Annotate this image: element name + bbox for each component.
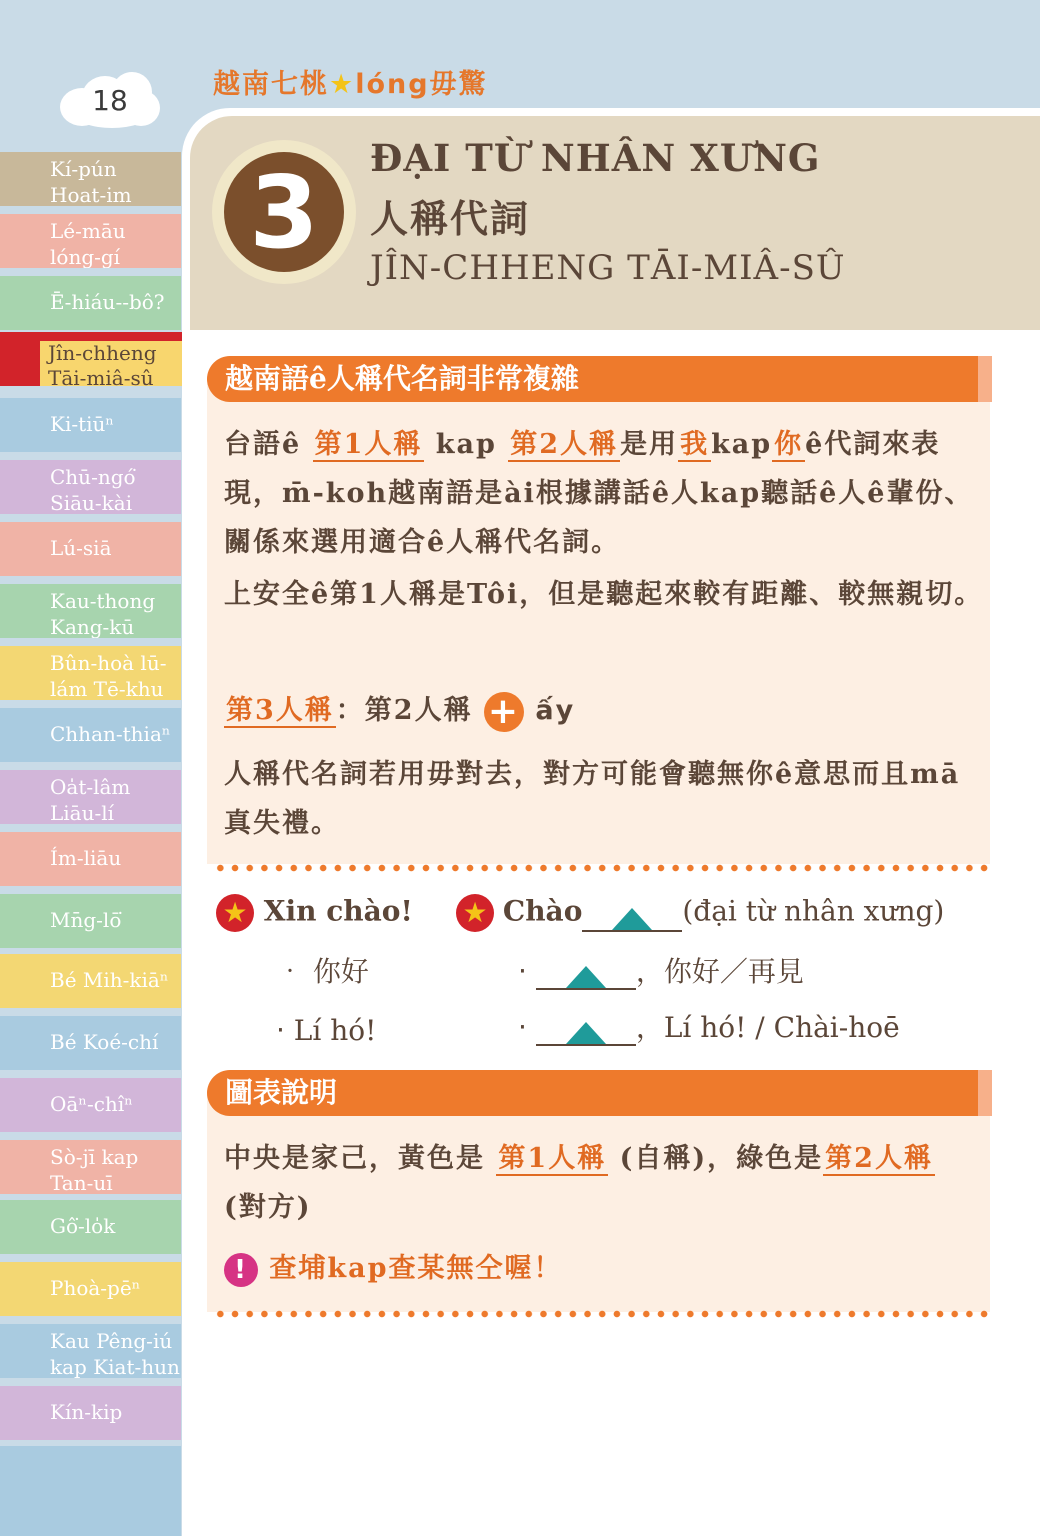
sidebar-tab-label: Kau-thong xyxy=(50,589,156,613)
sidebar-tab[interactable] xyxy=(0,522,181,576)
triangle-icon xyxy=(566,1022,606,1044)
sidebar-tab-label: Kí-pún xyxy=(50,157,117,181)
chapter-number-badge xyxy=(212,140,356,284)
chapter-sidebar xyxy=(0,0,190,1536)
sidebar-tab[interactable] xyxy=(0,1200,181,1254)
triangle-icon xyxy=(566,966,606,988)
sidebar-tab-label: Bé Mih-kiāⁿ xyxy=(50,968,169,992)
sidebar-tab[interactable] xyxy=(0,1140,181,1194)
sidebar-tab-label: Kín-kip xyxy=(50,1400,123,1424)
sidebar-tab[interactable] xyxy=(0,708,181,762)
sidebar-tab-label: Tāi-miâ-sû xyxy=(48,366,154,386)
sidebar-tab[interactable] xyxy=(0,152,181,206)
sidebar-tab-label: Kau Pêng-iú xyxy=(50,1329,173,1353)
sidebar-tab-label: Siāu-kài xyxy=(50,491,133,514)
chapter-title-tl: JÎN-CHHENG TĀI-MIÂ-SÛ xyxy=(370,248,846,288)
sidebar-tab[interactable] xyxy=(0,584,181,638)
dotted-divider xyxy=(213,1310,993,1318)
sidebar-tab[interactable] xyxy=(0,1324,181,1378)
sidebar-tab-label: Chhan-thiaⁿ xyxy=(50,722,171,746)
sidebar-tab[interactable] xyxy=(0,1078,181,1132)
sidebar-tab[interactable] xyxy=(0,332,188,386)
sidebar-tab[interactable] xyxy=(0,460,181,514)
example-right-line1: ‧ ，你好／再見 xyxy=(518,955,804,988)
chapter-number: 3 xyxy=(224,152,344,272)
sidebar-tab[interactable] xyxy=(0,646,181,700)
dotted-divider xyxy=(213,864,993,872)
sidebar-tab-label: Bûn-hoà lū- xyxy=(50,651,167,675)
sidebar-tab-label: Lé-māu xyxy=(50,219,126,243)
pronoun-blank xyxy=(582,900,682,932)
sidebar-tab-label: Kang-kū xyxy=(50,615,135,638)
sidebar-tab-label: Sò-jī kap xyxy=(50,1145,139,1169)
sidebar-tab[interactable] xyxy=(0,398,181,452)
sidebar-tab-label: Ki-tiūⁿ xyxy=(50,412,115,436)
sidebar-tab-label: Ím-liāu xyxy=(50,846,122,870)
sidebar-tab[interactable] xyxy=(0,1262,181,1316)
section1-paragraph3: 人稱代名詞若用毋對去，對方可能會聽無你ê意思而且mā真失禮。 xyxy=(224,759,961,839)
pronoun-blank xyxy=(536,1014,636,1046)
example-right-title: ★ Chào (đại từ nhân xưng) xyxy=(456,894,944,932)
chapter-title-vi: ĐẠI TỪ NHÂN XƯNG xyxy=(370,136,821,180)
sidebar-tab-label: Ē-hiáu--bô? xyxy=(50,290,165,314)
page-number: 18 xyxy=(92,84,128,117)
chapter-title-zh: 人稱代詞 xyxy=(370,196,531,241)
sidebar-filler xyxy=(0,1446,181,1536)
sidebar-tab-label: Chū-ngó͘ xyxy=(50,465,136,489)
sidebar-tab-label: kap Kiat-hun xyxy=(50,1355,180,1378)
third-person-formula: 第3人稱：第2人稱 + ấy xyxy=(226,690,576,732)
sidebar-tab-label: Mn̄g-lō͘ xyxy=(50,908,122,932)
sidebar-tab-label: Oa̍t-lâm xyxy=(50,775,131,799)
sidebar-tab-label: Tan-uī xyxy=(50,1171,113,1194)
sidebar-tab-label: Jîn-chheng xyxy=(48,341,157,365)
series-title: 越南七桃★lóng毋驚 xyxy=(213,69,488,100)
plus-icon: + xyxy=(484,692,524,732)
section1-heading: 越南語ê人稱代名詞非常複雜 xyxy=(207,356,992,402)
sidebar-tab[interactable] xyxy=(0,1016,181,1070)
sidebar-tab[interactable] xyxy=(0,770,181,824)
triangle-icon xyxy=(612,908,652,930)
example-left-title: ★ Xin chào! xyxy=(216,894,413,932)
pronoun-blank xyxy=(536,958,636,990)
sidebar-tab-label: Lú-siā xyxy=(50,536,112,560)
sidebar-tab[interactable] xyxy=(0,894,181,948)
sidebar-tab[interactable] xyxy=(0,832,181,886)
section2-paragraph: 中央是家己，黃色是 第1人稱 (自稱)，綠色是第2人稱 (對方) xyxy=(224,1143,933,1223)
page-number-cloud xyxy=(60,72,160,130)
sidebar-tab-label: Phoà-pēⁿ xyxy=(50,1276,141,1300)
section1-paragraph2: 上安全ê第1人稱是Tôi，但是聽起來較有距離、較無親切。 xyxy=(224,579,984,610)
exclamation-icon: ! xyxy=(224,1253,258,1287)
example-left-line2: ‧ Lí hó! xyxy=(276,1014,377,1047)
section2-heading: 圖表說明 xyxy=(207,1070,992,1116)
sidebar-tab-label: Bé Koé-chí xyxy=(50,1030,159,1054)
sidebar-tab[interactable] xyxy=(0,1386,181,1440)
sidebar-tab[interactable] xyxy=(0,954,181,1008)
example-left-line1: ‧ 你好 xyxy=(276,955,369,988)
sidebar-tab-label: Hoat-im xyxy=(50,183,132,206)
star-icon: ★ xyxy=(329,69,356,100)
sidebar-tab-label: Gô͘-lo̍k xyxy=(50,1214,116,1238)
sidebar-tab-label: lám Tē-khu xyxy=(50,677,164,700)
section2-note: ! 查埔kap查某無仝喔！ xyxy=(224,1244,984,1293)
section1-paragraph1: 台語ê 第1人稱 kap 第2人稱是用我kap你ê代詞來表現，m̄-koh越南語是ài根據講話ê人kap聽話ê人ê輩份、關係來選用適合ê人稱代名詞。 xyxy=(224,429,974,558)
sidebar-tab-label: lóng-gí xyxy=(50,245,121,268)
star-icon: ★ xyxy=(216,894,254,932)
sidebar-tab[interactable] xyxy=(0,214,181,268)
sidebar-tab-label: Oāⁿ-chîⁿ xyxy=(50,1092,133,1116)
sidebar-tab[interactable] xyxy=(0,276,181,330)
star-icon: ★ xyxy=(456,894,494,932)
example-right-line2: ‧ ，Lí hó! / Chài-hoē xyxy=(518,1011,900,1044)
sidebar-tab-label: Liāu-lí xyxy=(50,801,115,824)
